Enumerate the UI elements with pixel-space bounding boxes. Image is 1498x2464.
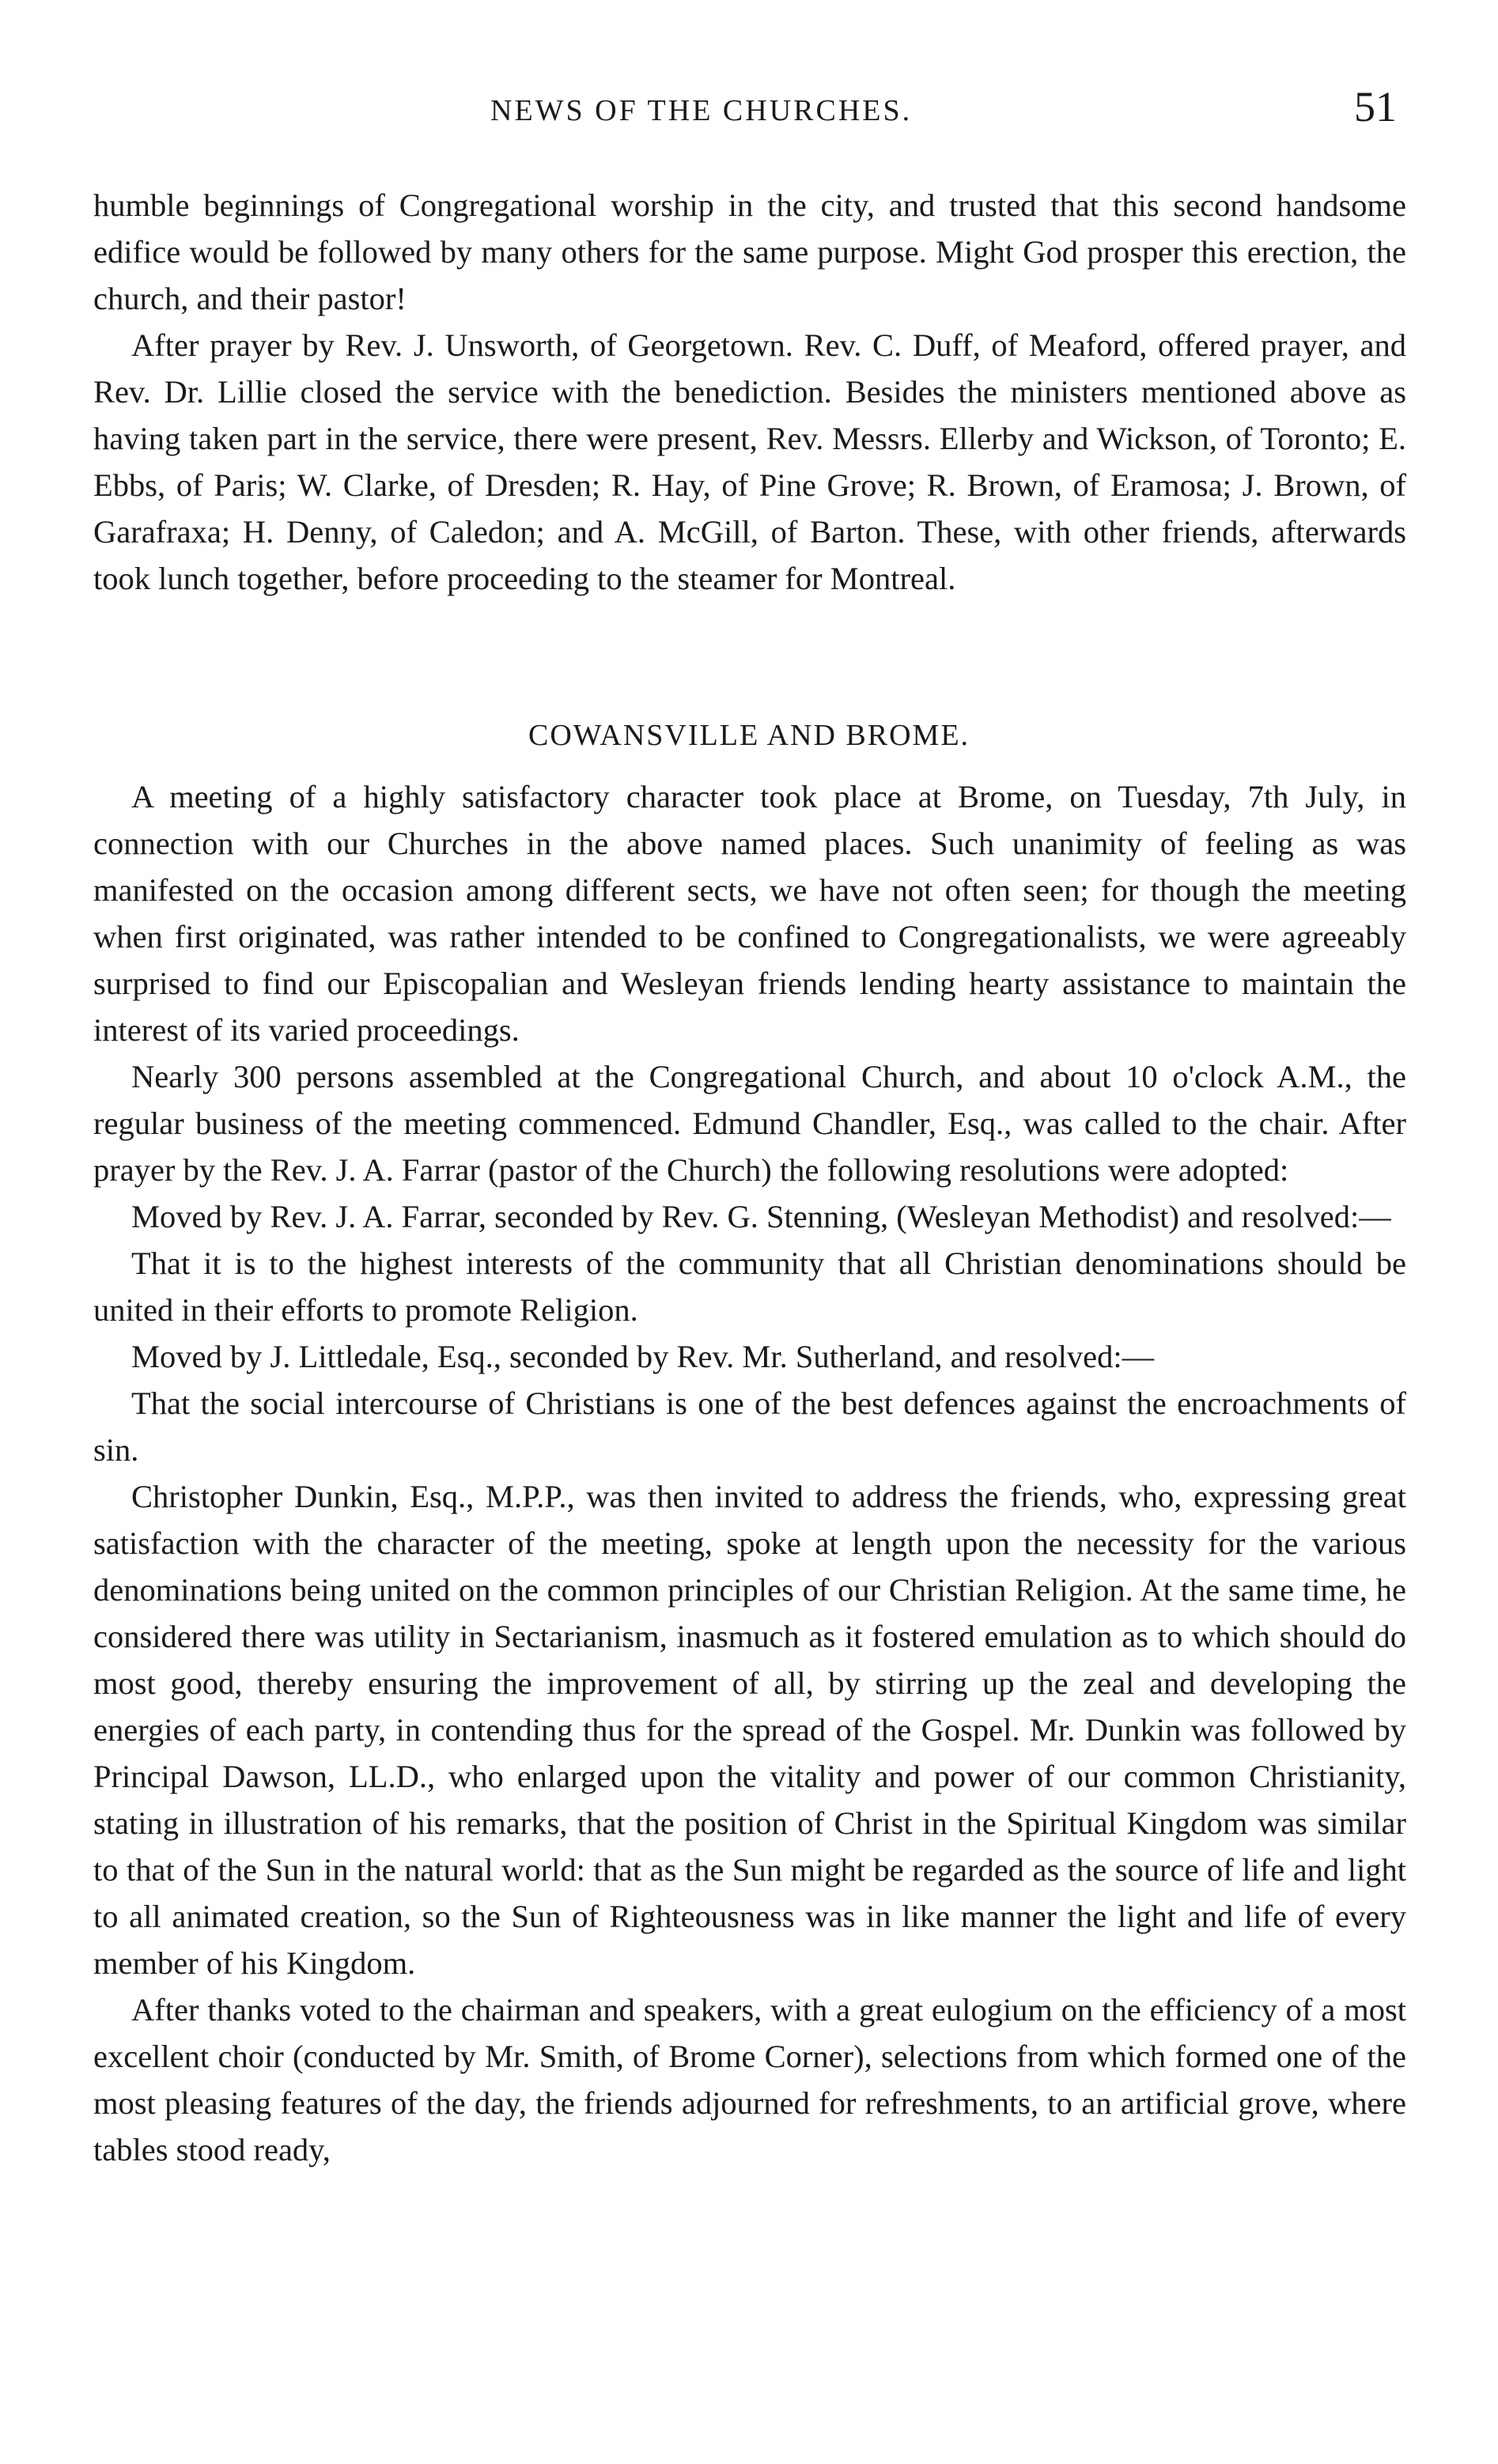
paragraph: That it is to the highest interests of the community that all Christian denominations should be united in their efforts to promote Religion. — [93, 1245, 1406, 1328]
paragraph: humble beginnings of Congregational worship in the city, and trusted that this second handsome edifice would be followed by many others for the same purpose. Might God prosper this erection, the church, and their pastor! — [93, 187, 1406, 316]
paragraph: A meeting of a highly satisfactory character took place at Brome, on Tuesday, 7th July, in connection with our Churches in the above named places. Such unanimity of feeling as was manifested on the occasion among different sects, we have not often seen; for though the meeting when first originated, was rather intended to be confined to Congregationalists, we were agreeably surprised to find our Episcopalian and Wesleyan friends lending hearty assistance to maintain the interest of its varied proceedings. — [93, 779, 1406, 1048]
section-2-body — [93, 773, 1406, 2173]
paragraph: Moved by Rev. J. A. Farrar, seconded by Rev. G. Stenning, (Wesleyan Methodist) and resolved:— — [131, 1199, 1391, 1234]
paragraph: After prayer by Rev. J. Unsworth, of Georgetown. Rev. C. Duff, of Meaford, offered prayer, and Rev. Dr. Lillie closed the service with the benediction. Besides the ministers mentioned above as having taken part in the service, there were present, Rev. Messrs. Ellerby and Wickson, of Toronto; E. Ebbs, of Paris; W. Clarke, of Dresden; R. Hay, of Pine Grove; R. Brown, of Eramosa; J. Brown, of Garafraxa; H. Denny, of Caledon; and A. McGill, of Barton. These, with other friends, afterwards took lunch together, before proceeding to the steamer for Montreal. — [93, 327, 1406, 596]
paragraph: Nearly 300 persons assembled at the Congregational Church, and about 10 o'clock A.M., the regular business of the meeting commenced. Edmund Chandler, Esq., was called to the chair. After prayer by the Rev. J. A. Farrar (pastor of the Church) the following resolutions were adopted: — [93, 1059, 1406, 1188]
section-1-body — [93, 182, 1406, 602]
page-number: 51 — [1354, 83, 1397, 130]
paragraph: After thanks voted to the chairman and speakers, with a great eulogium on the efficiency of a most excellent choir (conducted by Mr. Smith, of Brome Corner), selections from which formed one of the most pleasing features of the day, the friends adjourned for refreshments, to an artificial grove, where tables stood ready, — [93, 1992, 1406, 2167]
running-title: NEWS OF THE CHURCHES. — [490, 94, 913, 127]
paragraph: That the social intercourse of Christians is one of the best defences against the encroachments of sin. — [93, 1385, 1406, 1468]
paragraph: Christopher Dunkin, Esq., M.P.P., was then invited to address the friends, who, expressing great satisfaction with the character of the meeting, spoke at length upon the necessity for the various denominations being united on the common principles of our Christian Religion. At the same time, he considered there was utility in Sectarianism, inasmuch as it fostered emulation as to which should do most good, thereby ensuring the improvement of all, by stirring up the zeal and developing the energies of each party, in contending thus for the spread of the Gospel. Mr. Dunkin was followed by Principal Dawson, LL.D., who enlarged upon the vitality and power of our common Christianity, stating in illustration of his remarks, that the position of Christ in the Spiritual Kingdom was similar to that of the Sun in the natural world: that as the Sun might be regarded as the source of life and light to all animated creation, so the Sun of Righteousness was in like manner the light and life of every member of his Kingdom. — [93, 1479, 1406, 1981]
section-heading: COWANSVILLE AND BROME. — [528, 719, 970, 752]
paragraph: Moved by J. Littledale, Esq., seconded by Rev. Mr. Sutherland, and resolved:— — [131, 1339, 1155, 1374]
